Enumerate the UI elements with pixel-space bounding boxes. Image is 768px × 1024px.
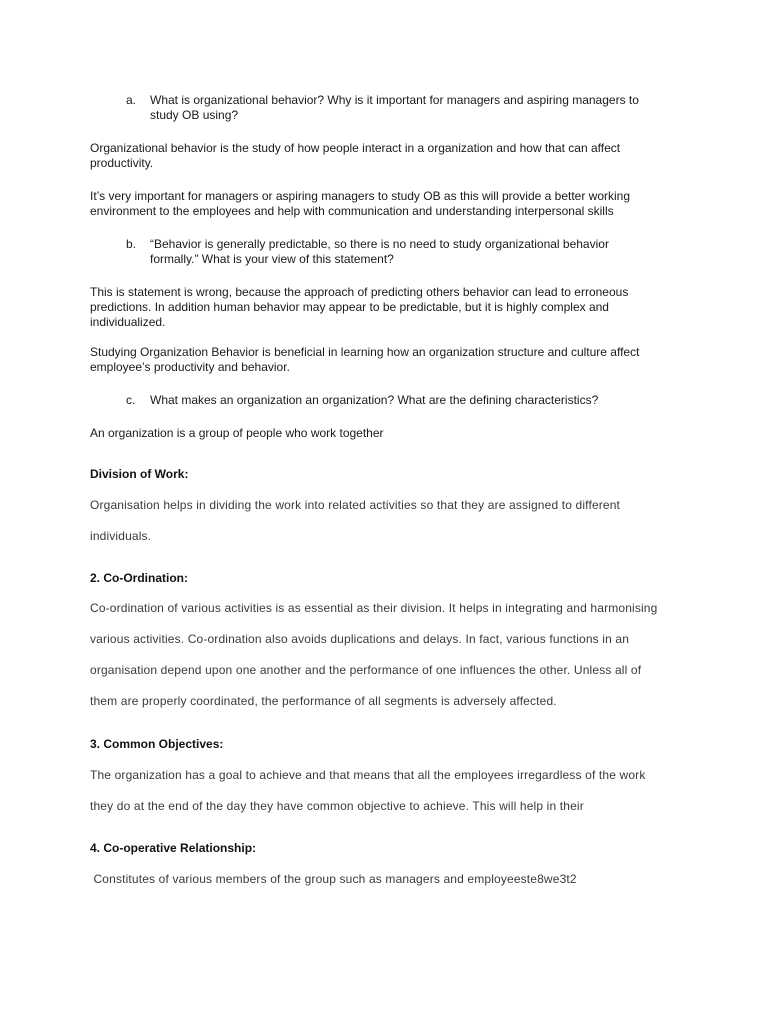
answer-b2-line1: Studying Organization Behavior is beneficial in learning how an organization structure and culture affect [90, 345, 640, 359]
coordination-heading: 2. Co-Ordination: [90, 571, 188, 585]
division-line2: individuals. [90, 529, 152, 543]
objectives-line2: they do at the end of the day they have common objective to achieve. This will help in their [90, 799, 584, 813]
division-heading: Division of Work: [90, 467, 189, 481]
coordination-line3: organisation depend upon one another and the performance of one influences the other. Unless all of [90, 663, 642, 677]
cooperative-line1: Constitutes of various members of the group such as managers and employeeste8we3t2 [90, 872, 577, 886]
division-line1: Organisation helps in dividing the work into related activities so that they are assigned to different [90, 498, 621, 512]
coordination-line2: various activities. Co-ordination also avoids duplications and delays. In fact, various functions in an [90, 632, 630, 646]
question-a-line2: study OB using? [150, 108, 239, 122]
question-b-line1: “Behavior is generally predictable, so there is no need to study organizational behavior [150, 237, 609, 251]
objectives-line1: The organization has a goal to achieve and that means that all the employees irregardless of the work [90, 768, 646, 782]
answer-c1: An organization is a group of people who work together [90, 426, 384, 440]
question-c-line1: What makes an organization an organization? What are the defining characteristics? [150, 393, 599, 407]
objectives-heading: 3. Common Objectives: [90, 737, 224, 751]
question-a-line1: What is organizational behavior? Why is it important for managers and aspiring managers to [150, 93, 639, 107]
question-b-letter: b. [126, 237, 137, 251]
question-a-letter: a. [126, 93, 137, 107]
answer-a1-line1: Organizational behavior is the study of how people interact in a organization and how that can affect [90, 141, 621, 155]
cooperative-heading: 4. Co-operative Relationship: [90, 841, 257, 855]
answer-a2-line2: environment to the employees and help with communication and understanding interpersonal skills [90, 204, 614, 218]
answer-a2-line1: It’s very important for managers or aspiring managers to study OB as this will provide a better working [90, 189, 631, 203]
answer-b1-line1: This is statement is wrong, because the approach of predicting others behavior can lead to erroneous [90, 285, 629, 299]
coordination-line4: them are properly coordinated, the performance of all segments is adversely affected. [90, 694, 557, 708]
answer-b2-line2: employee’s productivity and behavior. [90, 360, 290, 374]
answer-b1-line2: predictions. In addition human behavior may appear to be predictable, but it is highly complex and [90, 300, 609, 314]
question-b-line2: formally.” What is your view of this statement? [150, 252, 394, 266]
coordination-line1: Co-ordination of various activities is as essential as their division. It helps in integrating and harmonising [90, 601, 658, 615]
answer-a1-line2: productivity. [90, 156, 154, 170]
question-c-letter: c. [126, 393, 136, 407]
answer-b1-line3: individualized. [90, 315, 166, 329]
